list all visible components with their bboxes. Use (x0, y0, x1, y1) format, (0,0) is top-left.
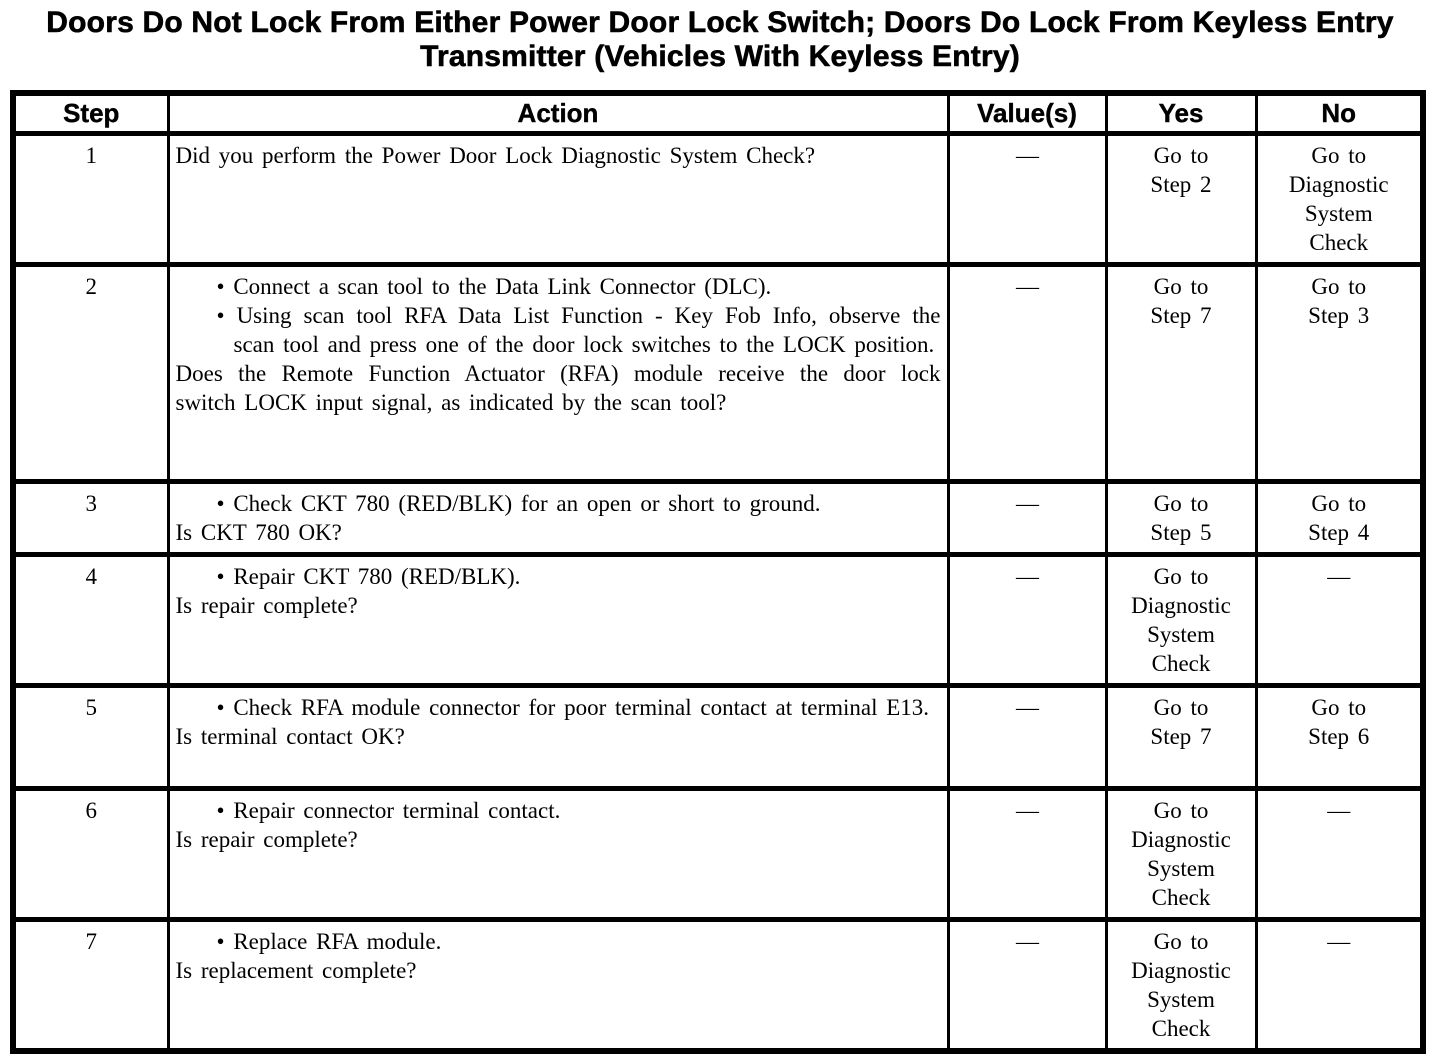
yes-line: Go to (1153, 273, 1209, 299)
action-question: Is repair complete? (175, 592, 358, 618)
value-dash: — (1016, 490, 1038, 516)
no-line: Diagnostic (1288, 171, 1389, 197)
yes-line: Diagnostic (1131, 957, 1231, 983)
yes-line: Step 5 (1150, 519, 1212, 545)
table-row (13, 481, 1423, 554)
value-cell (948, 264, 1106, 481)
no-cell (1256, 133, 1423, 264)
header-no: No (1256, 93, 1423, 133)
no-line: — (1327, 928, 1351, 954)
action-bullet: • Repair CKT 780 (RED/BLK). (176, 562, 941, 591)
yes-cell (1106, 554, 1256, 685)
action-cell (168, 919, 948, 1051)
value-dash: — (1016, 142, 1038, 168)
yes-line: Go to (1153, 694, 1209, 720)
header-yes: Yes (1106, 93, 1256, 133)
action-question: Is replacement complete? (175, 957, 417, 983)
yes-cell (1106, 264, 1256, 481)
value-dash: — (1016, 928, 1038, 954)
value-dash: — (1016, 797, 1038, 823)
table-row (13, 554, 1423, 685)
no-line: — (1327, 797, 1351, 823)
step-cell: 7 (13, 919, 168, 1051)
no-line: Step 3 (1308, 302, 1370, 328)
header-step: Step (13, 93, 168, 133)
value-dash: — (1016, 273, 1038, 299)
yes-line: System (1147, 986, 1215, 1012)
table-row (13, 788, 1423, 919)
action-cell (168, 554, 948, 685)
action-bullet: • Replace RFA module. (176, 927, 941, 956)
no-line: System (1304, 200, 1373, 226)
action-question: Does the Remote Function Actuator (RFA) module receive the door lock switch LOCK input signal, as indicated by the scan tool? (175, 360, 941, 415)
value-cell (948, 788, 1106, 919)
no-cell (1256, 919, 1423, 1051)
step-cell: 6 (13, 788, 168, 919)
yes-line: System (1147, 855, 1215, 881)
yes-line: Go to (1153, 563, 1209, 589)
value-cell (948, 481, 1106, 554)
step-cell: 4 (13, 554, 168, 685)
action-cell (168, 685, 948, 788)
step-cell: 2 (13, 264, 168, 481)
value-cell (948, 685, 1106, 788)
action-bullet: • Using scan tool RFA Data List Function - Key Fob Info, observe the scan tool and press one of the door lock switches to the LOCK position. (176, 301, 941, 359)
action-question: Is terminal contact OK? (175, 723, 405, 749)
yes-line: System (1147, 621, 1215, 647)
yes-cell (1106, 133, 1256, 264)
yes-line: Diagnostic (1131, 826, 1231, 852)
diagnostic-table (10, 90, 1426, 1054)
action-bullet: • Repair connector terminal contact. (176, 796, 941, 825)
header-action: Action (168, 93, 948, 133)
yes-line: Step 7 (1150, 302, 1212, 328)
yes-line: Check (1151, 650, 1211, 676)
page-title: Doors Do Not Lock From Either Power Door Lock Switch; Doors Do Lock From Keyless Entry Transmitter (Vehicles With Keyless Entry) (46, 6, 1394, 73)
no-line: Step 4 (1308, 519, 1370, 545)
no-line: Go to (1311, 273, 1367, 299)
value-cell (948, 133, 1106, 264)
yes-line: Check (1151, 884, 1211, 910)
header-values: Value(s) (948, 93, 1106, 133)
value-dash: — (1016, 694, 1038, 720)
step-cell: 5 (13, 685, 168, 788)
yes-line: Go to (1153, 928, 1209, 954)
yes-line: Step 7 (1150, 723, 1212, 749)
no-cell (1256, 554, 1423, 685)
action-bullet: • Check CKT 780 (RED/BLK) for an open or short to ground. (176, 489, 941, 518)
value-cell (948, 919, 1106, 1051)
value-dash: — (1016, 563, 1038, 589)
no-line: Go to (1311, 490, 1367, 516)
step-cell: 1 (13, 133, 168, 264)
yes-line: Diagnostic (1131, 592, 1231, 618)
action-question: Is CKT 780 OK? (175, 519, 342, 545)
no-line: — (1327, 563, 1351, 589)
action-cell (168, 133, 948, 264)
action-cell (168, 481, 948, 554)
action-bullet: • Connect a scan tool to the Data Link Connector (DLC). (176, 272, 941, 301)
yes-cell (1106, 481, 1256, 554)
no-cell (1256, 788, 1423, 919)
action-cell (168, 264, 948, 481)
no-line: Check (1309, 229, 1369, 255)
table-row (13, 133, 1423, 264)
no-line: Go to (1311, 694, 1367, 720)
no-cell (1256, 481, 1423, 554)
yes-cell (1106, 788, 1256, 919)
yes-line: Go to (1153, 490, 1209, 516)
no-cell (1256, 685, 1423, 788)
yes-cell (1106, 919, 1256, 1051)
no-cell (1256, 264, 1423, 481)
yes-line: Check (1151, 1015, 1211, 1041)
table-row (13, 685, 1423, 788)
yes-cell (1106, 685, 1256, 788)
table-row (13, 919, 1423, 1051)
table-row (13, 264, 1423, 481)
step-cell: 3 (13, 481, 168, 554)
yes-line: Step 2 (1150, 171, 1212, 197)
action-bullet: • Check RFA module connector for poor terminal contact at terminal E13. (176, 693, 941, 722)
yes-line: Go to (1153, 142, 1209, 168)
no-line: Go to (1311, 142, 1367, 168)
yes-line: Go to (1153, 797, 1209, 823)
table-header (13, 93, 1423, 133)
action-question: Is repair complete? (175, 826, 358, 852)
table-body (13, 133, 1423, 1051)
action-question: Did you perform the Power Door Lock Diagnostic System Check? (175, 142, 816, 168)
value-cell (948, 554, 1106, 685)
no-line: Step 6 (1308, 723, 1370, 749)
action-cell (168, 788, 948, 919)
